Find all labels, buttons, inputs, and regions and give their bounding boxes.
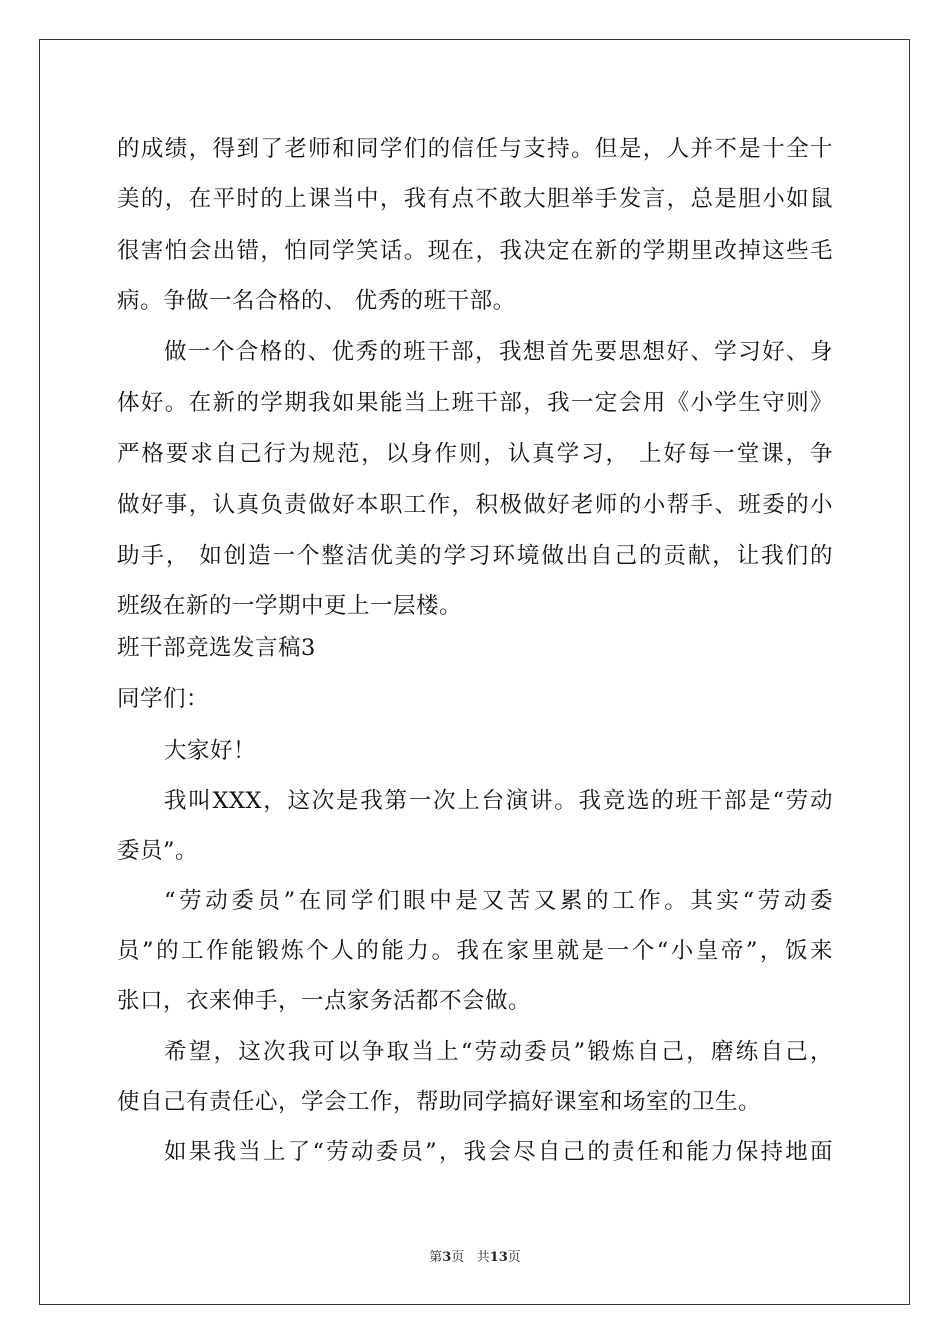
greeting: 大家好！ [164,738,257,764]
text-line: 我叫XXX，这次是我第一次上台演讲。我竞选的班干部是“劳动 [164,788,833,814]
text-line: 很害怕会出错，怕同学笑话。现在，我决定在新的学期里改掉这些毛 [117,238,833,264]
text-line: 如果我当上了“劳动委员”，我会尽自己的责任和能力保持地面 [164,1139,833,1165]
total-pages: 13 [489,1250,508,1265]
text-line: 严格要求自己行为规范，以身作则，认真学习， 上好每一堂课，争 [117,441,833,467]
section-heading: 班干部竞选发言稿3 [117,635,316,661]
total-prefix: 共 [476,1250,490,1265]
text-line: 使自己有责任心，学会工作，帮助同学搞好课室和场室的卫生。 [117,1089,762,1115]
text-line: 委员”。 [117,838,199,864]
text-line: “劳动委员”在同学们眼中是又苦又累的工作。其实“劳动委 [164,888,833,914]
text-line: 美的，在平时的上课当中，我有点不敢大胆举手发言，总是胆小如鼠 [117,186,833,212]
text-line: 张口，衣来伸手，一点家务活都不会做。 [117,988,532,1014]
text-line: 体好。在新的学期我如果能当上班干部，我一定会用《小学生守则》 [117,390,833,416]
text-line: 希望，这次我可以争取当上“劳动委员”锻炼自己，磨练自己， [164,1039,833,1065]
salutation: 同学们： [117,686,210,712]
page-footer [0,1249,950,1267]
total-suffix: 页 [507,1250,521,1265]
text-line: 做一个合格的、优秀的班干部，我想首先要思想好、学习好、身 [164,339,833,365]
text-line: 班级在新的一学期中更上一层楼。 [117,593,463,619]
page-number: 3 [442,1250,452,1265]
text-line: 做好事，认真负责做好本职工作，积极做好老师的小帮手、班委的小 [117,492,833,518]
text-line: 助手， 如创造一个整洁优美的学习环境做出自己的贡献，让我们的 [117,543,833,569]
page-prefix: 第 [429,1250,443,1265]
text-line: 员”的工作能锻炼个人的能力。我在家里就是一个“小皇帝”，饭来 [117,938,833,964]
page-suffix: 页 [451,1250,465,1265]
text-line: 病。争做一名合格的、 优秀的班干部。 [117,288,516,314]
text-line: 的成绩，得到了老师和同学们的信任与支持。但是，人并不是十全十 [117,136,833,162]
